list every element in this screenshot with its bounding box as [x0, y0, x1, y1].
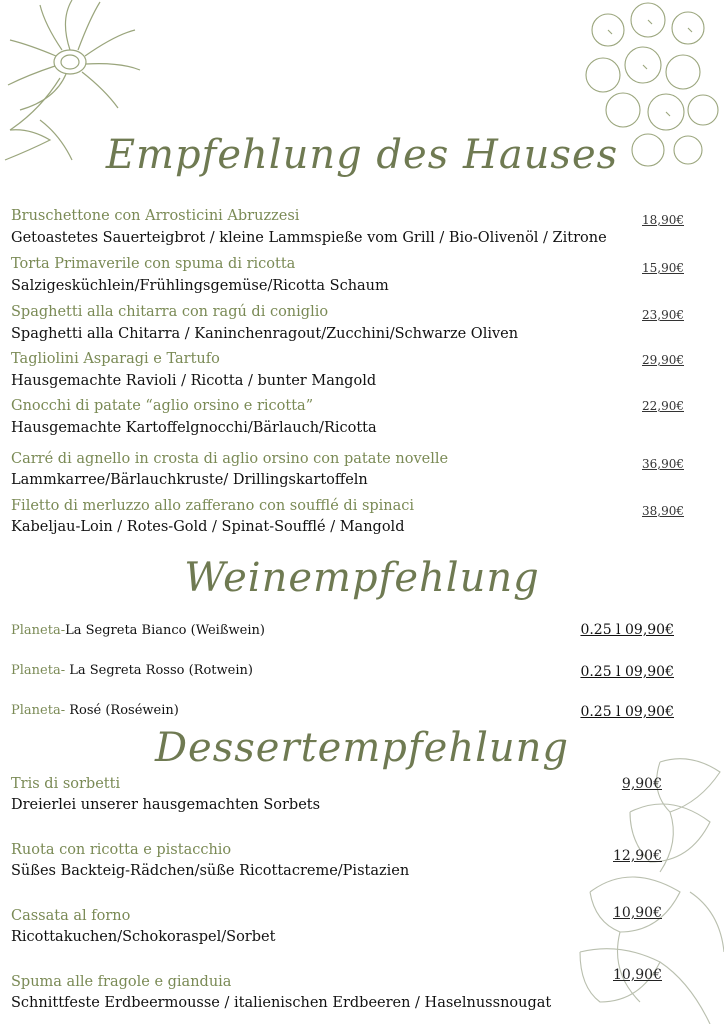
wine-producer: Planeta-: [11, 703, 66, 718]
dessert-item-name: Tris di sorbetti: [11, 776, 121, 792]
menu-item-desc: Salzigesküchlein/Frühlingsgemüse/Ricotta Schaum: [11, 278, 389, 294]
wine-label: Rosé (Roséwein): [65, 703, 179, 718]
menu-item-desc: Lammkarree/Bärlauchkruste/ Drillingskartoffeln: [11, 472, 368, 488]
wine-price: 0.25 l 09,90€: [580, 664, 674, 680]
wine-producer: Planeta-: [11, 663, 66, 678]
section-title-wine: Weinempfehlung: [184, 555, 540, 601]
menu-item-price: 18,90€: [642, 213, 684, 227]
menu-item-price: 38,90€: [642, 504, 684, 518]
menu-item-desc: Hausgemachte Ravioli / Ricotta / bunter Mangold: [11, 373, 377, 389]
menu-item-desc: Kabeljau-Loin / Rotes-Gold / Spinat-Soufflé / Mangold: [11, 519, 405, 535]
menu-item-name: Torta Primaverile con spuma di ricotta: [11, 256, 296, 272]
section-title-house: Empfehlung des Hauses: [105, 132, 619, 178]
menu-item-name: Tagliolini Asparagi e Tartufo: [11, 351, 220, 367]
wine-label: La Segreta Rosso (Rotwein): [65, 663, 253, 678]
wine-item: [11, 663, 253, 678]
menu-item-price: 29,90€: [642, 353, 684, 367]
menu-item-desc: Hausgemachte Kartoffelgnocchi/Bärlauch/Ricotta: [11, 420, 377, 436]
wine-price: 0.25 l 09,90€: [580, 704, 674, 720]
menu-item-name: Gnocchi di patate “aglio orsino e ricotta”: [11, 398, 314, 414]
dessert-item-name: Cassata al forno: [11, 908, 131, 924]
wine-label: La Segreta Bianco (Weißwein): [65, 623, 265, 638]
menu-item-price: 22,90€: [642, 399, 684, 413]
dessert-item-desc: Ricottakuchen/Schokoraspel/Sorbet: [11, 929, 276, 945]
wine-price: 0.25 l 09,90€: [580, 622, 674, 638]
wine-producer: Planeta-: [11, 623, 66, 638]
menu-item-price: 15,90€: [642, 261, 684, 275]
dessert-item-price: 10,90€: [613, 905, 662, 921]
menu-item-price: 36,90€: [642, 457, 684, 471]
dessert-item-price: 9,90€: [621, 776, 662, 792]
menu-item-desc: Spaghetti alla Chitarra / Kaninchenragout/Zucchini/Schwarze Oliven: [11, 326, 519, 342]
dessert-item-name: Spuma alle fragole e gianduia: [11, 974, 232, 990]
lily-illustration-icon: [570, 752, 724, 1024]
menu-item-name: Filetto di merluzzo allo zafferano con soufflé di spinaci: [11, 498, 415, 514]
menu-item-name: Bruschettone con Arrosticini Abruzzesi: [11, 208, 300, 224]
menu-item-desc: Getoastetes Sauerteigbrot / kleine Lammspieße vom Grill / Bio-Olivenöl / Zitrone: [11, 230, 607, 246]
section-title-dessert: Dessertempfehlung: [154, 725, 570, 771]
dessert-item-price: 10,90€: [613, 967, 662, 983]
dessert-item-price: 12,90€: [613, 848, 662, 864]
menu-item-name: Carré di agnello in crosta di aglio orsino con patate novelle: [11, 451, 449, 467]
menu-item-name: Spaghetti alla chitarra con ragú di coniglio: [11, 304, 329, 320]
menu-item-price: 23,90€: [642, 308, 684, 322]
dessert-item-desc: Dreierlei unserer hausgemachten Sorbets: [11, 797, 321, 813]
dessert-item-desc: Süßes Backteig-Rädchen/süße Ricottacreme/Pistazien: [11, 863, 410, 879]
dessert-item-desc: Schnittfeste Erdbeermousse / italienischen Erdbeeren / Haselnussnougat: [11, 995, 552, 1011]
wine-item: [11, 703, 179, 718]
wine-item: [11, 623, 265, 638]
dessert-item-name: Ruota con ricotta e pistacchio: [11, 842, 232, 858]
